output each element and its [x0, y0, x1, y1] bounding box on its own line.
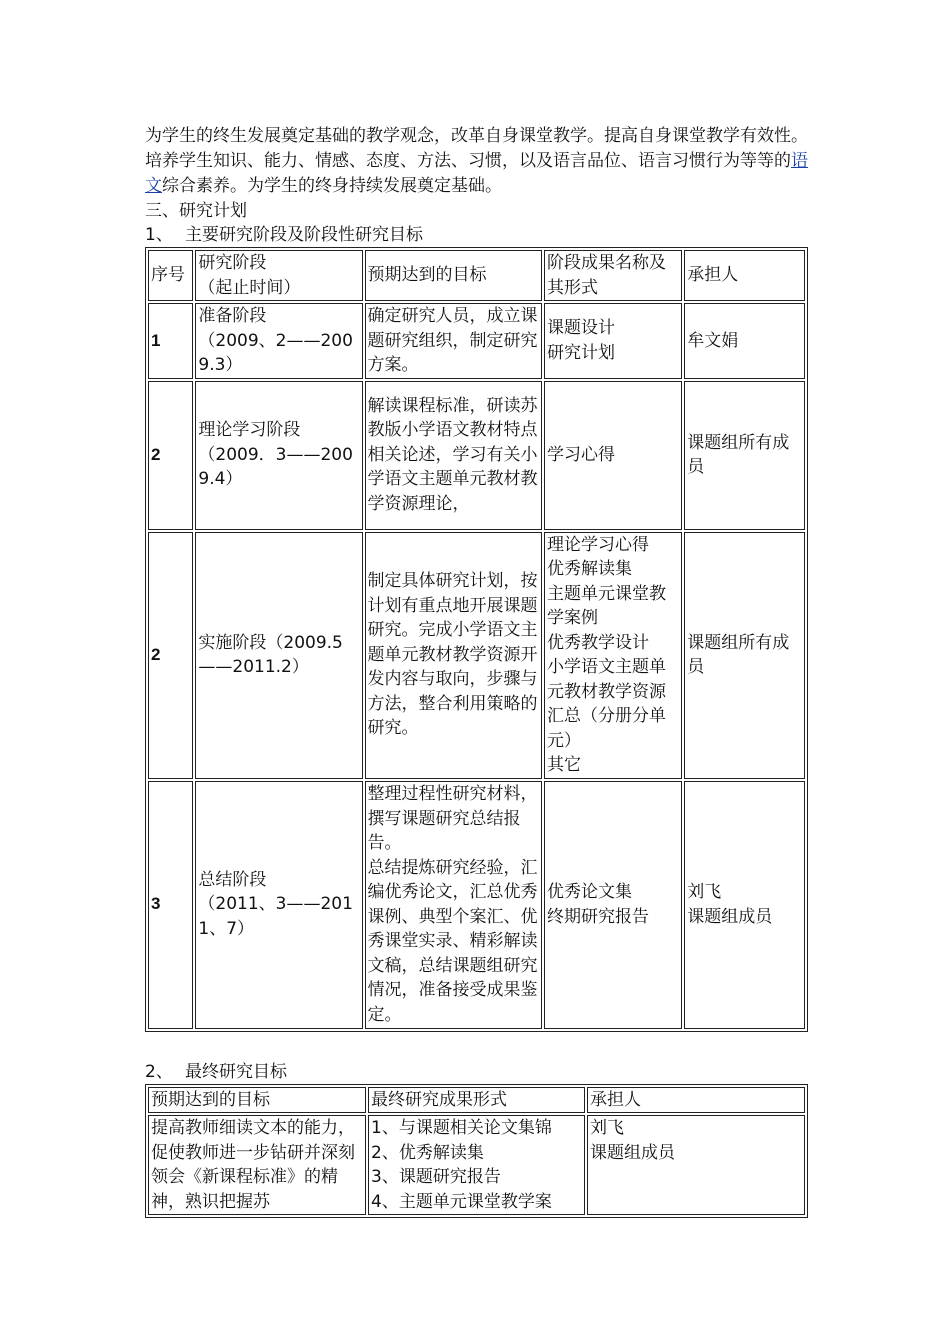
- result-cell: [544, 303, 682, 379]
- intro-paragraph: [145, 124, 810, 199]
- goal-cell: 提高教师细读文本的能力，促使教师进一步钻研并深刻领会《新课程标准》的精神，熟识把握苏: [148, 1115, 366, 1215]
- header-cell: 序号: [148, 250, 193, 301]
- result-text: 理论学习心得 优秀解读集 主题单元课堂教学案例 优秀教学设计 小学语文主题单元教材教学资源汇总（分册分单元） 其它: [547, 534, 666, 775]
- header-cell: 阶段成果名称及其形式: [544, 250, 682, 301]
- stage-cell: [195, 303, 362, 379]
- table-header-row: [148, 1087, 805, 1114]
- result-text: 1、与课题相关论文集锦 2、优秀解读集 3、课题研究报告 4、主题单元课堂教学案: [371, 1118, 552, 1212]
- goal-text: 解读课程标准，研读苏教版小学语文教材特点相关论述，学习有关小学语文主题单元教材教学资源理论，: [367, 395, 538, 514]
- row-number: 2: [148, 532, 193, 779]
- row-number: 1: [148, 303, 193, 379]
- final-goals-table: [145, 1084, 808, 1219]
- row-number: 3: [148, 781, 193, 1029]
- stage-text: 准备阶段 （2009、2——2009.3）: [198, 306, 353, 375]
- stage-cell: [195, 381, 362, 530]
- subsection-title-2: [145, 1060, 810, 1084]
- header-cell: 承担人: [587, 1087, 805, 1114]
- owner-text: 刘飞 课题组成员: [589, 1118, 675, 1163]
- row-number: 2: [148, 381, 193, 530]
- table-row: [148, 1115, 805, 1215]
- spacer: [145, 1032, 810, 1060]
- chinese-link[interactable]: 语文: [145, 151, 808, 196]
- goal-cell: [365, 781, 542, 1029]
- table-row: [148, 781, 805, 1029]
- table-row: [148, 303, 805, 379]
- stage-cell: 实施阶段（2009.5——2011.2）: [195, 532, 362, 779]
- section-title: 三、研究计划: [145, 201, 247, 221]
- result-cell: [368, 1115, 585, 1215]
- document-page: [145, 124, 810, 1218]
- owner-cell: [684, 781, 805, 1029]
- intro-text-end: 综合素养。为学生的终身持续发展奠定基础。: [162, 176, 502, 196]
- result-cell: [544, 781, 682, 1029]
- subsection-number: 1、: [145, 225, 173, 245]
- stage-text: 总结阶段 （2011、3——2011、7）: [198, 869, 353, 939]
- stages-table: [145, 247, 808, 1032]
- table-header-row: [148, 250, 805, 301]
- subsection-title-1: [145, 223, 810, 247]
- header-cell: 预期达到的目标: [148, 1087, 366, 1114]
- stage-cell: [195, 781, 362, 1029]
- subsection-text: 主要研究阶段及阶段性研究目标: [185, 225, 423, 245]
- header-cell: 预期达到的目标: [365, 250, 542, 301]
- header-cell: 最终研究成果形式: [368, 1087, 585, 1114]
- intro-text: 为学生的终生发展奠定基础的教学观念，改革自身课堂教学。提高自身课堂教学有效性。培养学生知识、能力、情感、态度、方法、习惯，以及语言品位、语言习惯行为等等的: [145, 126, 808, 171]
- goal-cell: [365, 303, 542, 379]
- owner-cell: 牟文娟: [684, 303, 805, 379]
- stage-text: 理论学习阶段 （2009．3——2009.4）: [198, 420, 353, 490]
- owner-text: 刘飞 课题组成员: [687, 882, 773, 927]
- goal-text: 制定具体研究计划，按计划有重点地开展课题研究。完成小学语文主题单元教材教学资源开发内容与取向，步骤与方法，整合利用策略的研究。: [367, 571, 538, 739]
- goal-cell: [365, 532, 542, 779]
- owner-cell: [587, 1115, 805, 1215]
- header-text: 研究阶段 （起止时间）: [198, 253, 301, 298]
- owner-cell: 课题组所有成员: [684, 381, 805, 530]
- owner-cell: 课题组所有成员: [684, 532, 805, 779]
- goal-text: 确定研究人员，成立课题研究组织，制定研究方案。: [367, 306, 538, 375]
- table-row: [148, 381, 805, 530]
- header-cell: 承担人: [684, 250, 805, 301]
- result-text: 优秀论文集 终期研究报告: [547, 882, 649, 927]
- goal-cell: [365, 381, 542, 530]
- result-cell: [544, 532, 682, 779]
- table-row: [148, 532, 805, 779]
- result-cell: 学习心得: [544, 381, 682, 530]
- subsection-text: 最终研究目标: [185, 1061, 287, 1082]
- result-text: 课题设计 研究计划: [547, 318, 615, 363]
- goal-text: 整理过程性研究材料，撰写课题研究总结报告。 总结提炼研究经验，汇编优秀论文，汇总优秀课例、典型个案汇、优秀课堂实录、精彩解读文稿，总结课题组研究情况，准备接受成果鉴定。: [367, 784, 538, 1025]
- header-cell: [195, 250, 362, 301]
- subsection-number: 2、: [145, 1061, 173, 1082]
